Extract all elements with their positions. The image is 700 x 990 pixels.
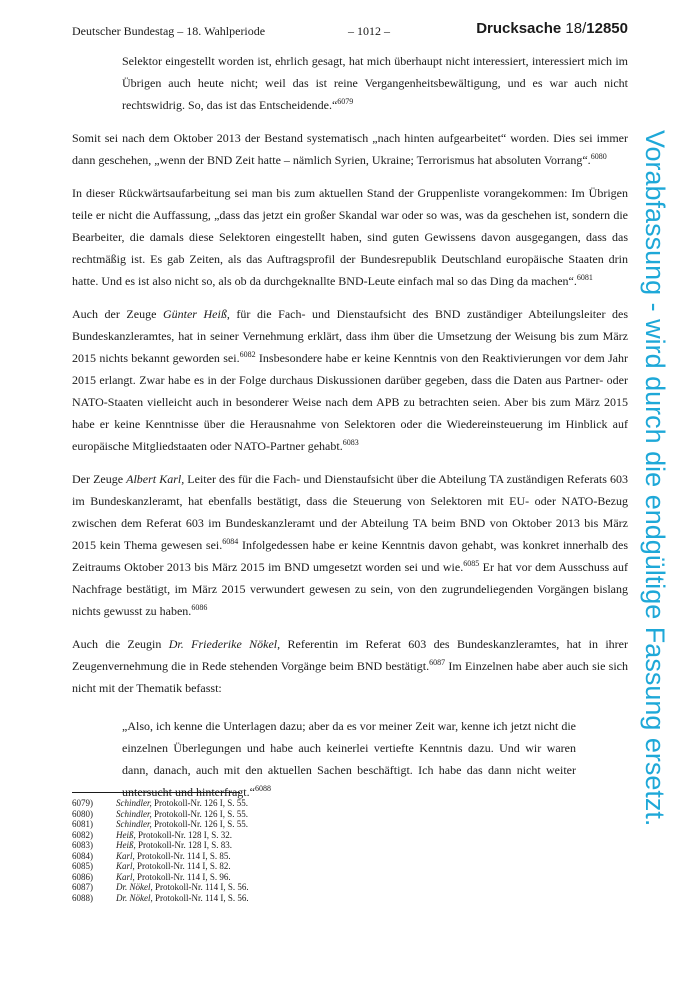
paragraph-text: Leiter des für die Fach- und Dienstaufsicht über die Abteilung TA zuständigen Referats 603 im Bundeskanzleramt, hat ebenfalls bestätigt, dass die Steuerung von Selektoren mit EU- oder NATO-Bezug zwischen dem Referat 603 im Bundeskanzleramt und der Abteilung TA beim BND von Oktober 2013 bis März 2015 kein Thema gewesen sei. xyxy=(72,472,628,552)
footnote-number: 6084) xyxy=(72,850,93,861)
footnote-source-name: Heiß xyxy=(116,840,134,850)
drucksache-period: 18/ xyxy=(561,20,587,37)
paragraph-text: , Referentin im Referat 603 des Bundeskanzleramtes, hat in ihrer Zeugenvernehmung die in Rede stehenden Vorgänge beim BND bestätigt. xyxy=(72,637,628,673)
footnote-ref[interactable]: 6084 xyxy=(222,537,239,546)
footnote-item xyxy=(72,851,472,862)
paragraph-text: , für die Fach- und Dienstaufsicht des BND zuständiger Abteilungsleiter des Bundeskanzleramtes, hat in seiner Vernehmung erklärt, dass ihm über die Umsetzung der Weisung bis zum März 2015 nichts bekannt geworden sei. xyxy=(72,307,629,365)
quote-block xyxy=(122,50,628,116)
header-drucksache xyxy=(476,20,628,37)
paragraph-text: Der Zeuge xyxy=(72,472,127,486)
footnote-item xyxy=(72,861,472,872)
footnote-source-name: Dr. Nökel xyxy=(116,892,151,903)
paragraph-text: Infolgedessen habe er keine Kenntnis davon gehabt, was konkret innerhalb des Zeitraums Oktober 2013 bis März 2015 im BND umgesetzt worden sei und wie. xyxy=(72,538,628,574)
footnote-number: 6086) xyxy=(72,871,93,882)
footnote-reference: , Protokoll-Nr. 114 I, S. 56. xyxy=(150,882,249,892)
footnote-source-name: Dr. Nökel xyxy=(116,882,151,892)
footnote-item xyxy=(72,819,472,830)
footnote-number: 6080) xyxy=(72,808,93,819)
footnote-reference: , Protokoll-Nr. 114 I, S. 82. xyxy=(132,861,231,871)
body-text xyxy=(72,50,628,814)
footnote-reference: Protokoll-Nr. 126 I, S. 55. xyxy=(151,808,249,819)
footnote-number: 6081) xyxy=(72,819,93,829)
paragraph-text: Auch die Zeugin xyxy=(72,637,169,651)
footnote-ref[interactable]: 6085 xyxy=(463,559,480,568)
drucksache-number: 12850 xyxy=(586,20,628,37)
footnote-number: 6085) xyxy=(72,861,93,871)
paragraph-text: In dieser Rückwärtsaufarbeitung sei man bis zum aktuellen Stand der Gruppenliste vorangekommen: Im Übrigen teile er nicht die Auffassung, „dass das jetzt ein großer Skandal war oder so was, was da geschehen ist, sondern die Bearbeiter, die damals diese Selektoren eingestellt haben, sind guten Gewissens davon ausgegangen, dass das rechtmäßig ist. Es gab Zeiten, als das Auftragsprofil der Bundesrepublik Deutschland europäische Staaten drin hatte. Und es ist also nicht so, als ob da durchgeknallte BND-Leute einfach mal so das Ding da machen“. xyxy=(72,186,628,288)
footnote-reference: Protokoll-Nr. 126 I, S. 55. xyxy=(151,819,249,829)
footnote-ref[interactable]: 6087 xyxy=(429,658,446,667)
header-page-number: – 1012 – xyxy=(348,24,390,38)
footnote-number: 6087) xyxy=(72,882,93,892)
footnote-list xyxy=(72,798,472,903)
footnote-reference: , Protokoll-Nr. 128 I, S. 32. xyxy=(133,829,233,840)
paragraph-text: Insbesondere habe er keine Kenntnis von den Reaktivierungen vor dem Jahr 2015 erlangt. Zwar habe es in der Folge durchaus Diskussionen darüber gegeben, dass die Daten aus Partner- oder NATO-Staaten vielleicht auch in besonderer Weise nach dem APB zu betrachten seien. Aber bis zum März 2015 habe er keine Kenntnisse über die Herausnahme von Selektoren oder die Wiedereinsteuerung im Hinblick auf europäische Mitgliedstaaten oder NATO-Partner gehabt. xyxy=(72,351,629,453)
quote-text: „Also, ich kenne die Unterlagen dazu; aber da es vor meiner Zeit war, kenne ich jetzt nicht die einzelnen Überlegungen und habe auch keinerlei vertiefte Kenntnis dazu. Und wir waren dann, danach, auch mit den aktuellen Sachen beschäftigt. Ich habe das dann nicht weiter untersucht und hinterfragt.“ xyxy=(122,719,576,799)
footnote-source-name: Karl xyxy=(116,850,133,861)
draft-watermark xyxy=(642,130,698,870)
witness-name: Günter Heiß xyxy=(162,307,227,321)
quote-text: Selektor eingestellt worden ist, ehrlich gesagt, hat mich überhaupt nicht interessiert, interessiert mich im Übrigen auch heute nicht; weil das ist reine Vergangenheitsbewältigung, und es war auch nicht rechtswidrig. So, das ist das Entscheidende.“ xyxy=(122,54,628,112)
paragraph-text: Auch der Zeuge xyxy=(72,307,163,321)
footnote-reference: , Protokoll-Nr. 114 I, S. 85. xyxy=(132,850,231,861)
footnote-source-name: Heiß xyxy=(116,829,134,840)
footnote-source-name: Karl xyxy=(116,871,133,882)
footnote-ref[interactable]: 6079 xyxy=(337,97,354,106)
footnote-reference: , Protokoll-Nr. 114 I, S. 56. xyxy=(150,892,249,903)
footnote-ref[interactable]: 6083 xyxy=(342,438,359,447)
footnote-divider xyxy=(72,792,240,793)
drucksache-label: Drucksache xyxy=(476,20,562,37)
footnote-ref[interactable]: 6080 xyxy=(590,152,607,161)
page-header xyxy=(72,20,628,42)
footnote-number: 6082) xyxy=(72,829,93,840)
paragraph xyxy=(72,127,628,171)
quote-block xyxy=(122,715,576,803)
footnote-item xyxy=(72,830,472,841)
footnote-number: 6088) xyxy=(72,892,93,903)
footnote-source-name: Schindler, xyxy=(116,819,152,829)
witness-name: Dr. Friederike Nökel xyxy=(168,637,278,651)
footnote-number: 6083) xyxy=(72,840,93,850)
paragraph xyxy=(72,182,628,292)
footnote-source-name: Schindler, xyxy=(116,798,152,808)
footnote-reference: , Protokoll-Nr. 128 I, S. 83. xyxy=(133,840,233,850)
paragraph-text: Somit sei nach dem Oktober 2013 der Bestand systematisch „nach hinten aufgearbeitet“ worden. Dies sei immer dann geschehen, „wenn der BND Zeit hatte – nämlich Syrien, Ukraine; Terrorismus hat absoluten Vorrang“. xyxy=(72,131,628,167)
footnote-reference: , Protokoll-Nr. 114 I, S. 96. xyxy=(132,871,231,882)
footnote-source-name: Karl xyxy=(116,861,133,871)
footnote-ref[interactable]: 6088 xyxy=(254,784,271,793)
witness-name: Albert Karl, xyxy=(126,472,185,486)
footnote-source-name: Schindler, xyxy=(116,808,152,819)
footnote-ref[interactable]: 6082 xyxy=(239,350,256,359)
watermark-text: Vorabfassung - wird durch die endgültige Fassung ersetzt. xyxy=(640,130,670,827)
footnote-ref[interactable]: 6086 xyxy=(191,603,208,612)
paragraph xyxy=(72,633,628,699)
footnote-item xyxy=(72,809,472,820)
paragraph xyxy=(72,303,628,457)
footnote-item xyxy=(72,840,472,851)
paragraph-text: Er hat vor dem Ausschuss auf Nachfrage bestätigt, im März 2015 verwundert gewesen zu sein, von den zugrundeliegenden Vorgängen bislang nichts gewusst zu haben. xyxy=(72,560,629,618)
footnote-item xyxy=(72,872,472,883)
footnote-ref[interactable]: 6081 xyxy=(576,273,593,282)
paragraph-text: Im Einzelnen habe aber auch sie sich nicht mit der Thematik befasst: xyxy=(72,659,629,695)
footnote-item xyxy=(72,882,472,893)
header-parliament: Deutscher Bundestag – 18. Wahlperiode xyxy=(72,24,266,38)
footnote-item xyxy=(72,798,472,809)
footnote-item xyxy=(72,893,472,904)
footnote-number: 6079) xyxy=(72,798,93,808)
paragraph xyxy=(72,468,628,622)
footnote-reference: Protokoll-Nr. 126 I, S. 55. xyxy=(151,798,249,808)
